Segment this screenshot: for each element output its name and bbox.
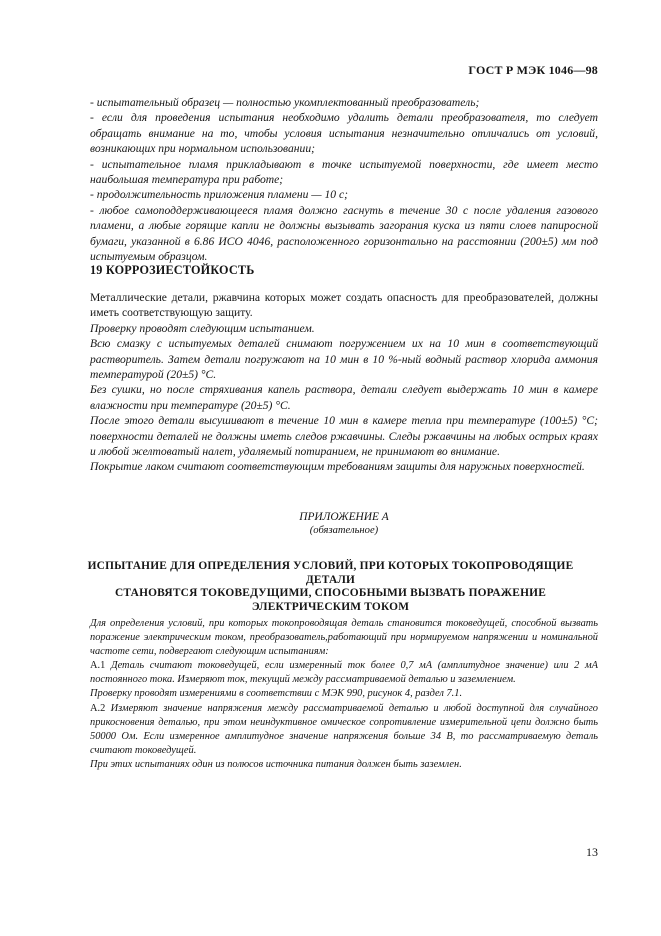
appendix-title-line: СТАНОВЯТСЯ ТОКОВЕДУЩИМИ, СПОСОБНЫМИ ВЫЗВАТЬ ПОРАЖЕНИЕ: [114, 587, 546, 600]
clause-number: А.2: [90, 702, 106, 714]
appendix-heading: [90, 510, 598, 538]
paragraph: Металлические детали, ржавчина которых может создать опасность для преобразователей, должны иметь соответствующую защиту.: [90, 291, 598, 320]
clause-a1-check: Проверку проводят измерениями в соответствии с МЭК 990, рисунок 4, раздел 7.1.: [90, 688, 463, 700]
clause-a2: [90, 702, 598, 758]
clause-a1: [90, 659, 598, 687]
list-item: - испытательное пламя прикладывают в точке испытуемой поверхности, где имеет место наибольшая температура при работе;: [90, 157, 598, 187]
appendix-body: [90, 617, 598, 772]
appendix-title: [63, 560, 598, 614]
list-item: - если для проведения испытания необходимо удалить детали преобразователя, то следует обращать внимание на то, чтобы условия испытания незначительно отличались от условий, возникающих при нормальном использовании;: [90, 111, 598, 156]
clause-text: Деталь считают токоведущей, если измеренный ток более 0,7 мА (амплитудное значение) или 2 мА постоянного тока. Измеряют ток, текущий между рассматриваемой деталью и заземлением.: [90, 660, 598, 686]
test-conditions-list: [90, 95, 598, 264]
appendix-intro: Для определения условий, при которых токопроводящая деталь становится токоведущей, способной вызвать поражение электрическим током, преобразователь,работающий при нормируемом напряжении и номинальной частоте сети, подвергают следующим испытаниям:: [90, 618, 598, 658]
list-item: - любое самоподдерживающееся пламя должно гаснуть в течение 30 с после удаления газового пламени, а любые горящие капли не должны вызывать загорания куска из пяти слоев папиросной бумаги, указанной в 6.86 ИСО 4046, расположенного горизонтально на расстоянии (200±5) мм под испытуемым образцом.: [90, 203, 598, 264]
page-number: 13: [586, 845, 598, 859]
clause-number: А.1: [90, 660, 106, 672]
appendix-status: (обязательное): [309, 525, 379, 536]
paragraph: После этого детали высушивают в течение 10 мин в камере тепла при температуре (100±5) °С; поверхности деталей не должны иметь следов ржавчины. Следы ржавчины на любых острых краях и любой желтоватый налет, удаляемый потиранием, не принимают во внимание.: [90, 414, 598, 459]
section-title: 19 КОРРОЗИЕСТОЙКОСТЬ: [90, 263, 255, 277]
list-item: - продолжительность приложения пламени — 10 с;: [90, 188, 349, 202]
appendix-final: При этих испытаниях один из полюсов источника питания должен быть заземлен.: [90, 758, 462, 770]
paragraph: Проверку проводят следующим испытанием.: [90, 321, 315, 335]
paragraph: Без сушки, но после стряхивания капель раствора, детали следует выдержать 10 мин в камере влажности при температуре (20±5) °С.: [90, 383, 598, 412]
section-19-body: [90, 290, 598, 475]
appendix-title-line: ИСПЫТАНИЕ ДЛЯ ОПРЕДЕЛЕНИЯ УСЛОВИЙ, ПРИ КОТОРЫХ ТОКОПРОВОДЯЩИЕ ДЕТАЛИ: [87, 560, 574, 586]
clause-text: Измеряют значение напряжения между рассматриваемой деталью и любой доступной для случайного прикосновения деталью, при этом неиндуктивное омическое сопротивление измерительной цепи должно быть 50000 Ом. Если измеренное амплитудное значение напряжения больше 34 В, то рассматриваемую деталь считают токоведущей.: [90, 702, 598, 756]
list-item: - испытательный образец — полностью укомплектованный преобразователь;: [90, 96, 480, 109]
appendix-title-line: ЭЛЕКТРИЧЕСКИМ ТОКОМ: [251, 600, 410, 613]
paragraph: Всю смазку с испытуемых деталей снимают погружением их на 10 мин в соответствующий растворитель. Затем детали погружают на 10 мин в 10 %-ный водный раствор хлорида аммония температурой (20±5) °С.: [90, 337, 598, 382]
document-header: ГОСТ Р МЭК 1046—98: [468, 63, 598, 77]
paragraph: Покрытие лаком считают соответствующим требованиям защиты для наружных поверхностей.: [90, 460, 585, 474]
appendix-label: ПРИЛОЖЕНИЕ А: [299, 511, 389, 523]
